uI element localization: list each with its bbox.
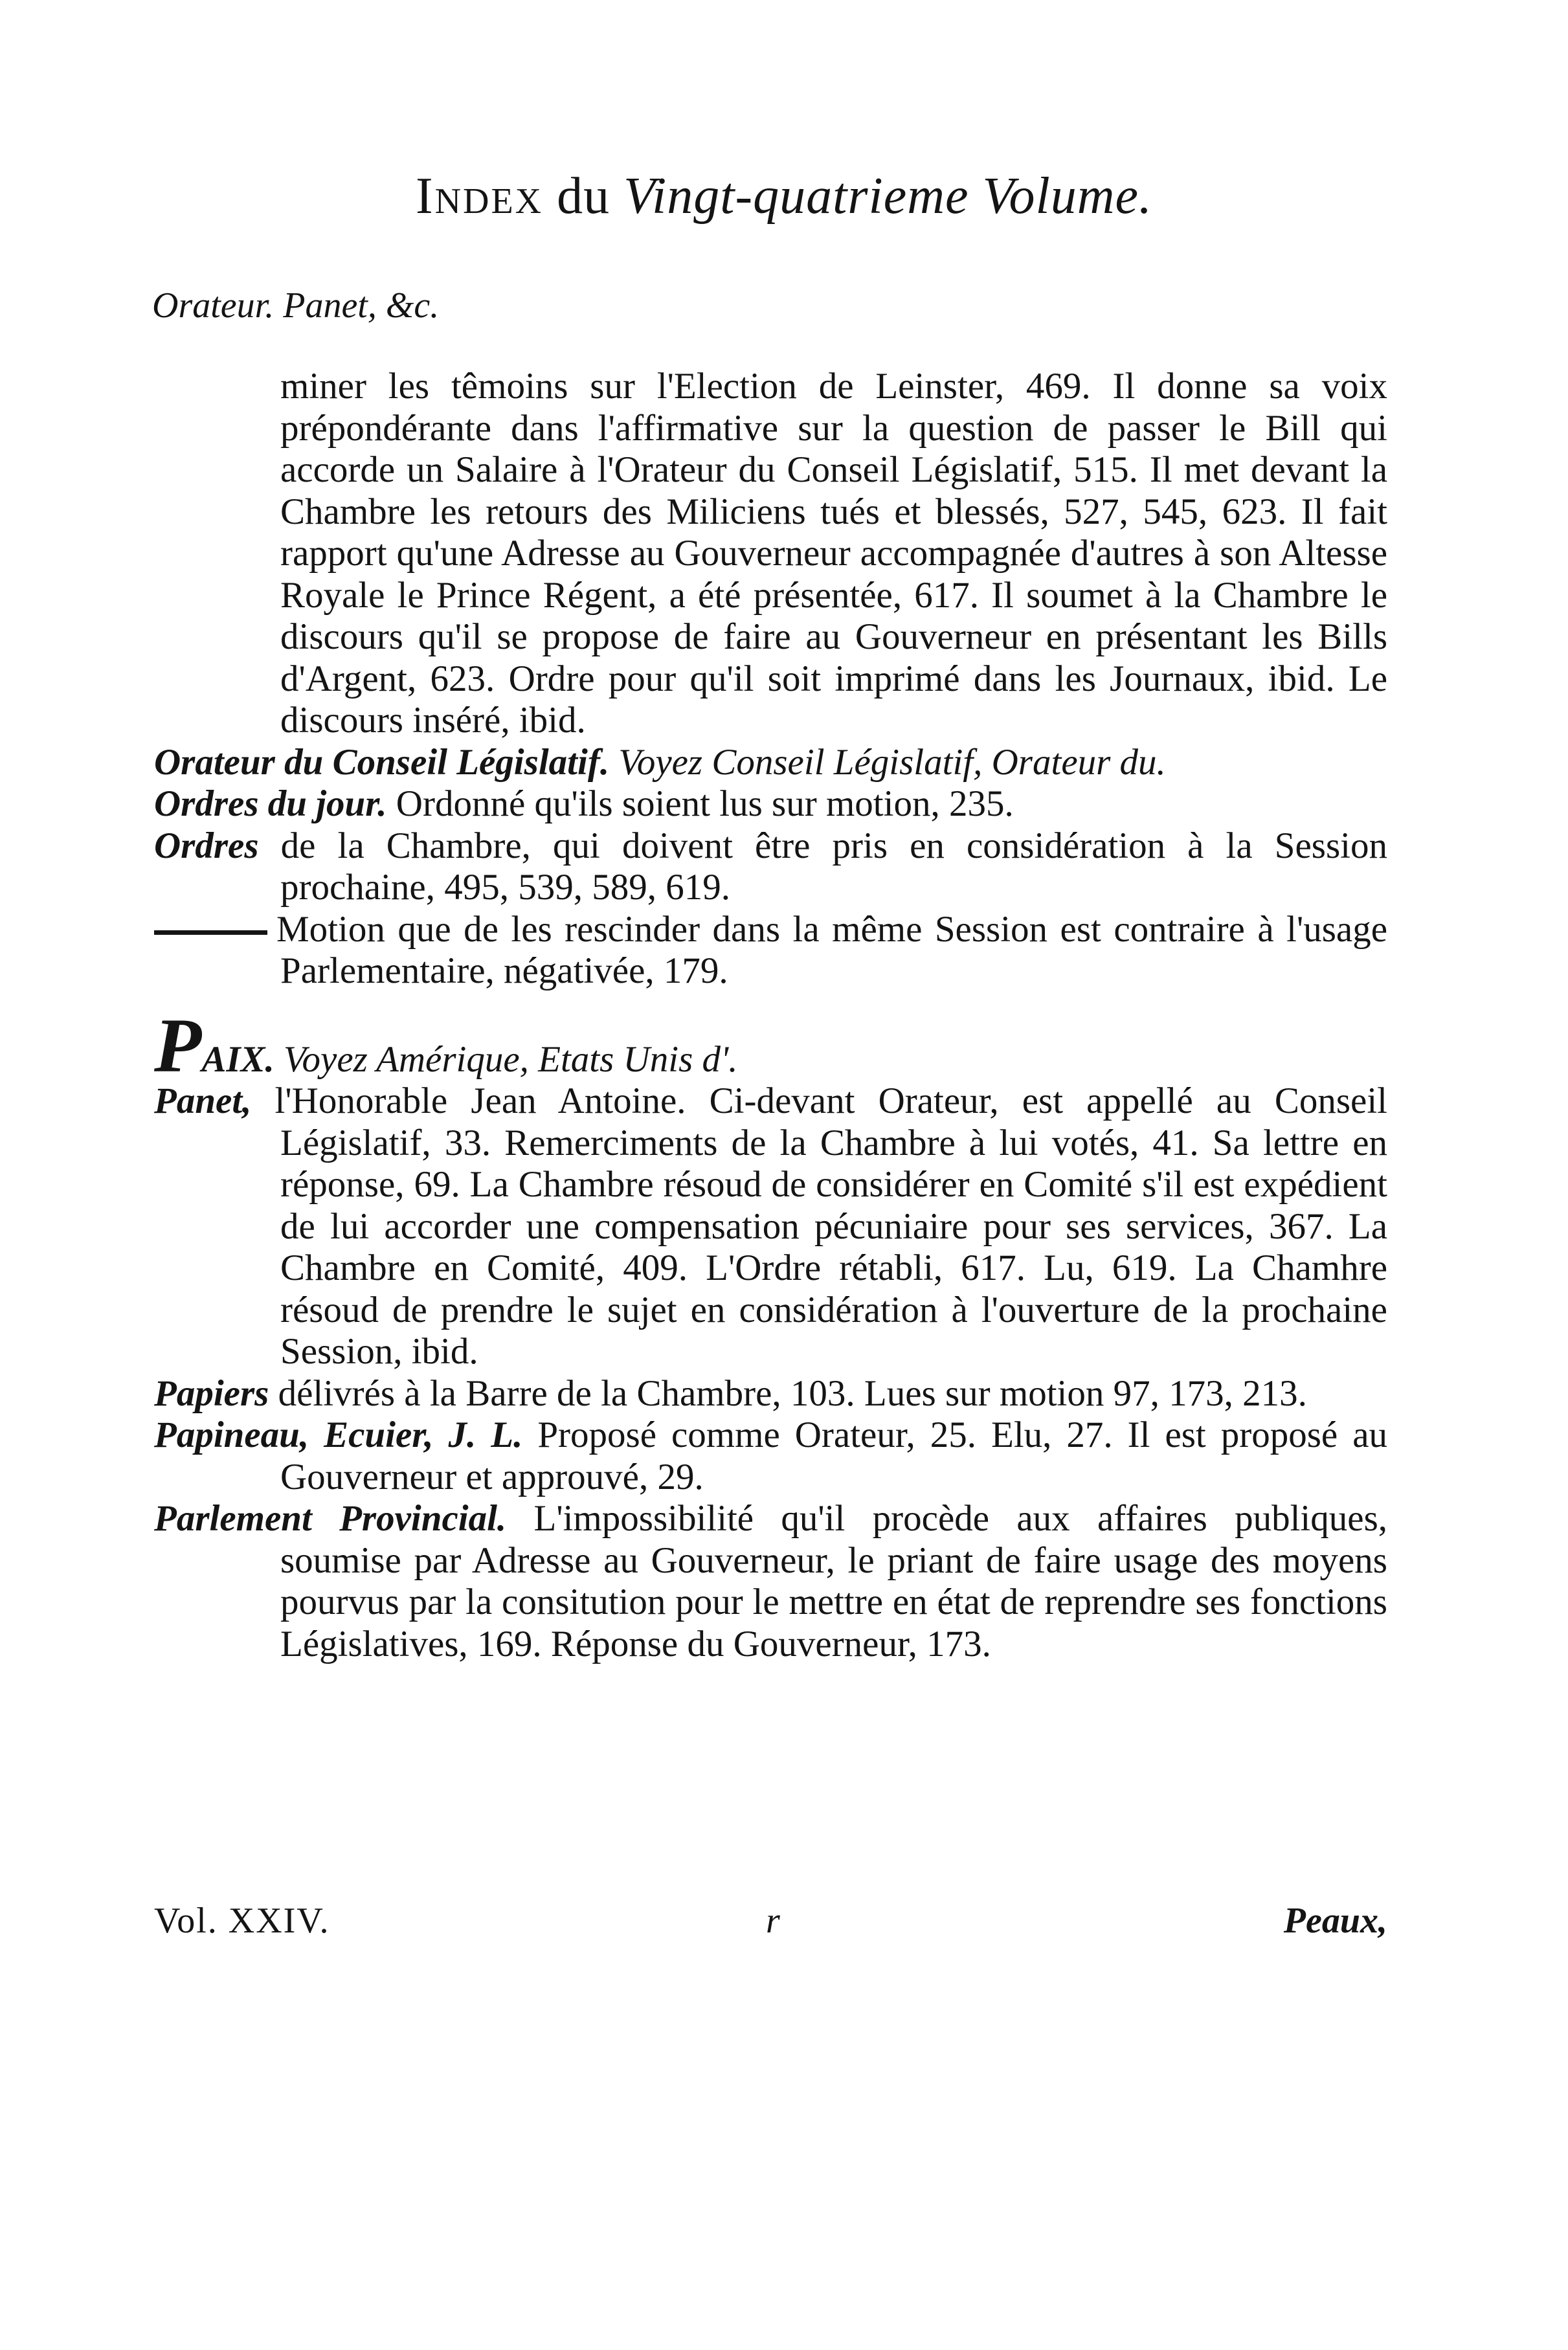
entry-text: Proposé comme Orateur, 25. Elu, 27. Il est proposé au Gouverneur et approuvé, 29. — [280, 1415, 1388, 1497]
entry-ordres-subentry — [154, 909, 1387, 992]
entry-text: Ordonné qu'ils soient lus sur motion, 235. — [396, 783, 1014, 824]
title-du: du — [557, 168, 610, 225]
entry-headword: Papiers — [154, 1372, 269, 1414]
section-gap — [154, 992, 1387, 1039]
entry-papiers — [154, 1373, 1387, 1415]
entry-text: L'impossibilité qu'il procède aux affaires publiques, soumise par Adresse au Gouverneur, le priant de faire usage des moyens pourvus par la consitution pour le mettre en état de reprendre ses fonctions Législatives, 169. Réponse du Gouverneur, 173. — [280, 1498, 1388, 1664]
entry-text: l'Honorable Jean Antoine. Ci-devant Orateur, est appellé au Conseil Législatif, 33. Remerciments de la Chambre à lui votés, 41. Sa lettre en réponse, 69. La Chambre résoud de considérer en Comité s'il est expédient de lui accorder une compensation pécuniaire pour ses services, 367. La Chambre en Comité, 409. L'Ordre rétabli, 617. Lu, 619. La Chamhre résoud de prendre le sujet en considération à l'ouverture de la prochaine Session, ibid. — [274, 1080, 1387, 1372]
entry-panet — [154, 1080, 1387, 1373]
signature-mark: r — [766, 1901, 780, 1941]
title-index: Index — [415, 168, 544, 225]
entry-headword: Parlement Provincial. — [154, 1498, 507, 1539]
page-title — [0, 167, 1568, 226]
entry-headword: Orateur du Conseil Législatif. — [154, 741, 610, 783]
entry-ordres-chambre — [154, 825, 1387, 909]
entry-parlement — [154, 1498, 1387, 1665]
entry-headword: AIX. — [201, 1038, 274, 1080]
entry-headword: Papineau, Ecuier, J. L. — [154, 1415, 523, 1455]
entry-text: Voyez Amérique, Etats Unis d'. — [284, 1038, 738, 1080]
index-entries — [154, 366, 1387, 1665]
entry-text: délivrés à la Barre de la Chambre, 103. Lues sur motion 97, 173, 213. — [278, 1372, 1307, 1414]
entry-orateur-continuation: miner les têmoins sur l'Election de Leinster, 469. Il donne sa voix prépondérante dans l'affirmative sur la question de passer le Bill qui accorde un Salaire à l'Orateur du Conseil Législatif, 515. Il met devant la Chambre les retours des Miliciens tués et blessés, 527, 545, 623. Il fait rapport qu'une Adresse au Gouverneur accompagnée d'autres à son Altesse Royale le Prince Régent, a été présentée, 617. Il soumet à la Chambre le discours qu'il se propose de faire au Gouverneur en présentant les Bills d'Argent, 623. Ordre pour qu'il soit imprimé dans les Journaux, ibid. Le discours inséré, ibid. — [280, 366, 1387, 741]
title-volume: Vingt-quatrieme Volume. — [623, 168, 1153, 225]
running-head: Orateur. Panet, &c. — [152, 285, 440, 326]
entry-text: de la Chambre, qui doivent être pris en considération à la Session prochaine, 495, 539, 589, 619. — [280, 825, 1387, 908]
subentry-dash — [154, 930, 267, 935]
entry-papineau — [154, 1415, 1387, 1498]
entry-text: Voyez Conseil Législatif, Orateur du. — [618, 741, 1166, 783]
entry-text: Motion que de les rescinder dans la même Session est contraire à l'usage Parlementaire, négativée, 179. — [276, 908, 1387, 991]
catchword: Peaux, — [1283, 1901, 1387, 1941]
entry-headword: Ordres — [154, 825, 259, 866]
entry-ordres-du-jour — [154, 783, 1387, 825]
section-initial: P — [154, 1002, 202, 1088]
entry-paix — [154, 1002, 1387, 1088]
entry-headword: Ordres du jour. — [154, 783, 387, 824]
entry-orateur-conseil — [154, 742, 1387, 784]
volume-signature: Vol. XXIV. — [154, 1901, 330, 1941]
entry-headword: Panet, — [154, 1080, 252, 1121]
